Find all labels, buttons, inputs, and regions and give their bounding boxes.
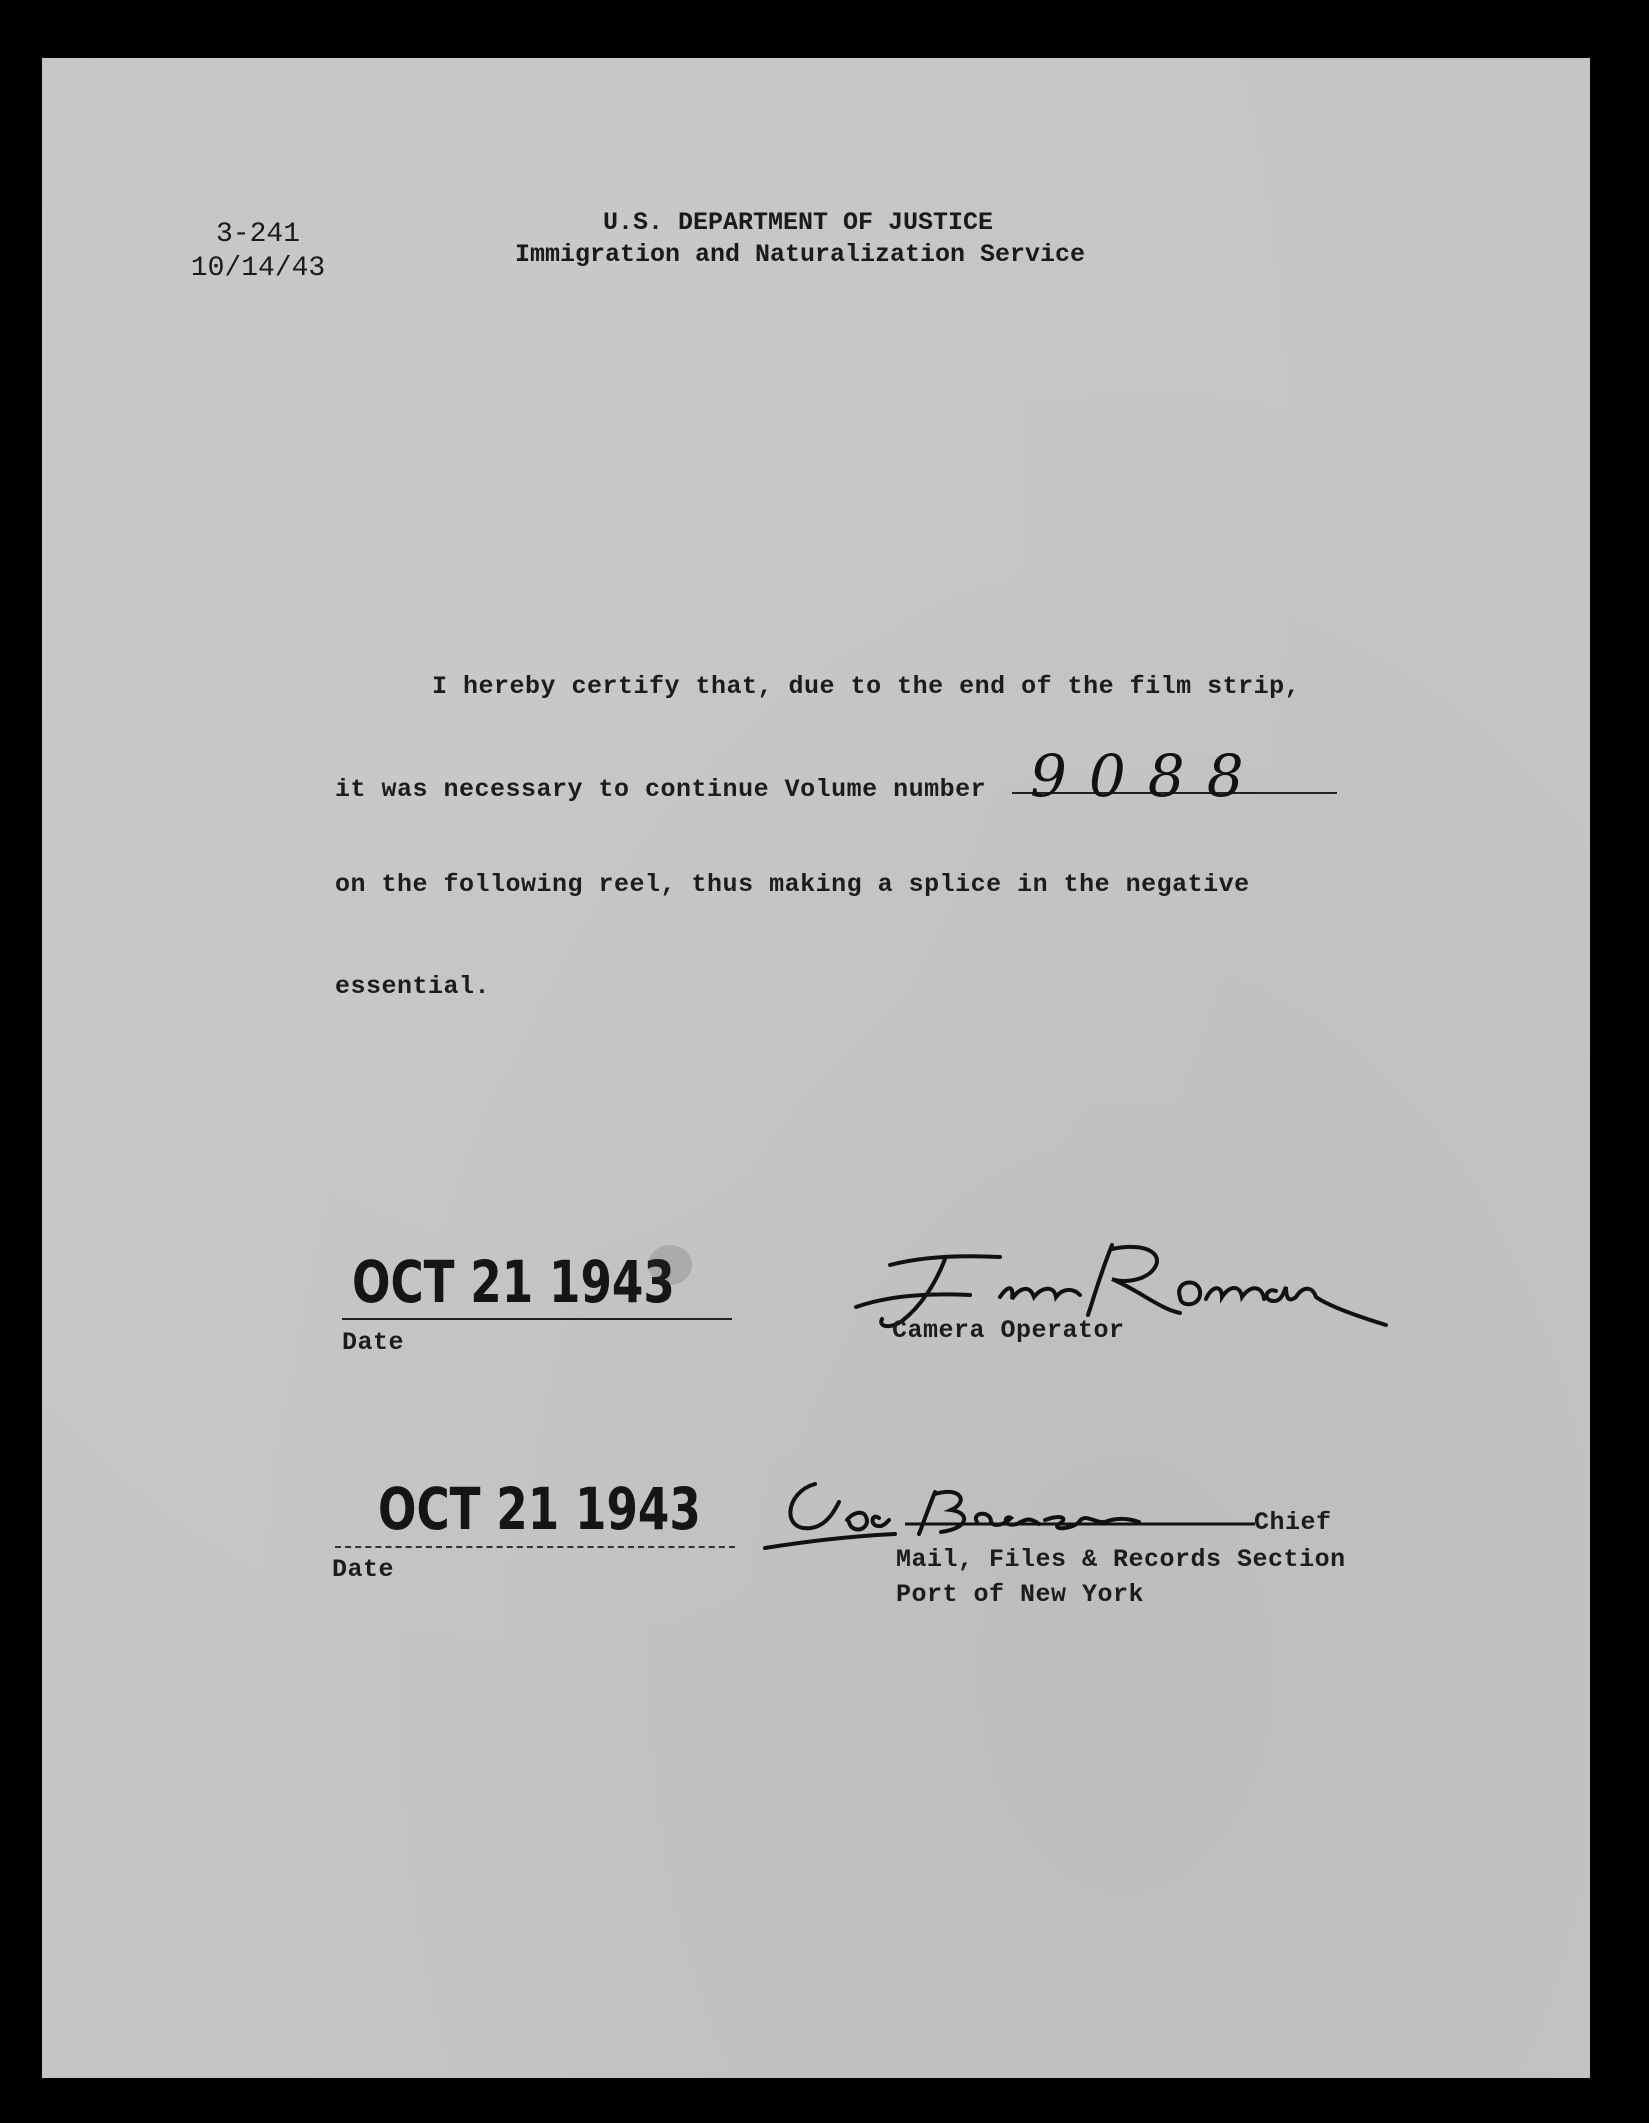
service-heading: Immigration and Naturalization Service	[514, 240, 1086, 269]
form-date: 10/14/43	[190, 253, 326, 284]
operator-date-line	[342, 1318, 732, 1320]
chief-date-line	[335, 1546, 735, 1548]
document-page	[42, 58, 1590, 2078]
certification-line-2: it was necessary to continue Volume number	[335, 775, 987, 804]
chief-port-title: Port of New York	[896, 1580, 1145, 1609]
form-number: 3-241	[215, 219, 300, 250]
department-heading: U.S. DEPARTMENT OF JUSTICE	[602, 208, 994, 237]
chief-section-title: Mail, Files & Records Section	[896, 1545, 1346, 1574]
certification-line-4: essential.	[335, 972, 491, 1001]
operator-date-label: Date	[342, 1328, 405, 1357]
operator-date-stamp: OCT 21 1943	[352, 1248, 675, 1316]
chief-title: Chief	[1254, 1508, 1332, 1537]
operator-title-label: Camera Operator	[892, 1316, 1125, 1345]
ink-smudge	[648, 1245, 692, 1285]
chief-date-stamp: OCT 21 1943	[378, 1475, 701, 1543]
volume-number-handwritten: 9088	[1030, 742, 1266, 810]
chief-date-label: Date	[332, 1555, 395, 1584]
certification-line-1: I hereby certify that, due to the end of the film strip,	[432, 672, 1301, 701]
certification-line-3: on the following reel, thus making a splice in the negative	[335, 870, 1250, 899]
